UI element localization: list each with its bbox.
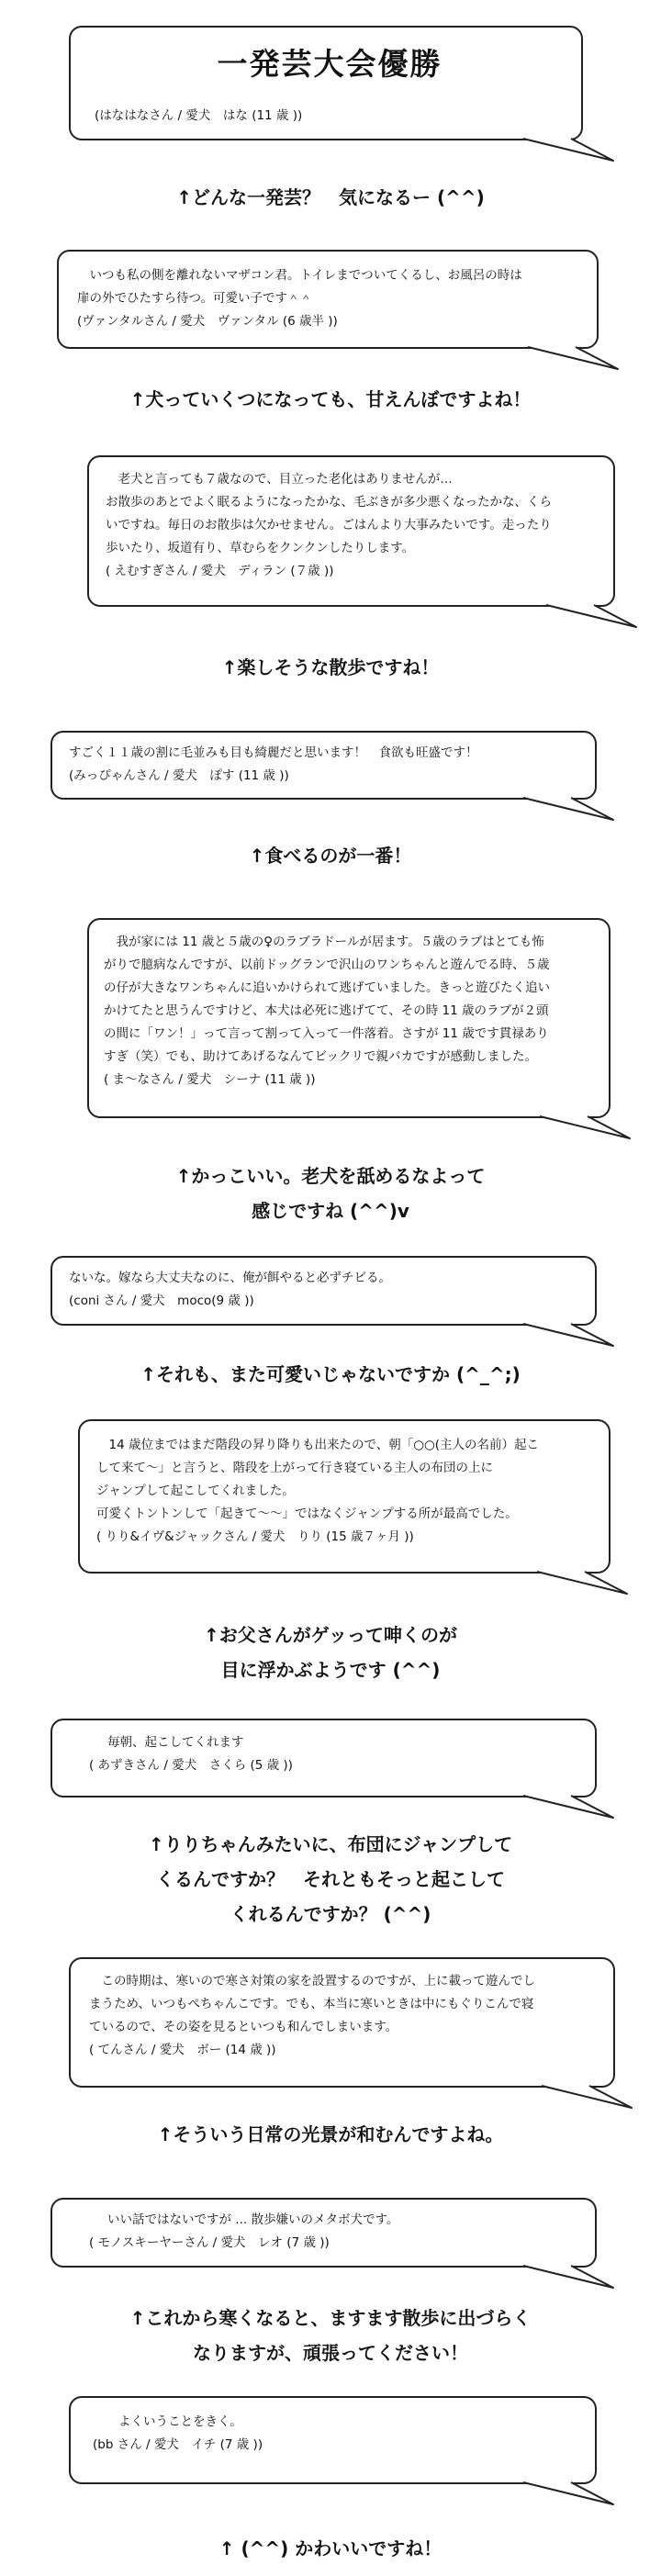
bubble-tail bbox=[514, 137, 624, 164]
bubble-tail bbox=[531, 1114, 641, 1142]
bubble-tail bbox=[537, 603, 647, 631]
comment-bubble-4 bbox=[50, 731, 597, 800]
bubble-tail bbox=[519, 345, 629, 373]
comment-author: ( ま～なさん / 愛犬 シーナ (11 歳 )) bbox=[104, 1072, 316, 1087]
reply-text: ↑これから寒くなると、ますます散歩に出づらく なりますが、頑張ってください！ bbox=[129, 2307, 532, 2364]
reply-text: ↑りりちゃんみたいに、布団にジャンプして くるんですか？ それともそっと起こして くれるんですか？ (^^) bbox=[148, 1833, 513, 1925]
bubble-tail bbox=[532, 2084, 643, 2111]
bubble-tail bbox=[514, 1322, 624, 1350]
bubble-tail bbox=[514, 2264, 624, 2291]
comment-author: ( えむすぎさん / 愛犬 ディラン (７歳 )) bbox=[106, 564, 334, 578]
comment-bubble-9 bbox=[69, 1957, 615, 2088]
comment-bubble-6 bbox=[50, 1256, 597, 1326]
comment-text: いつも私の側を離れないマザコン君。トイレまでついてくるし、お風呂の時は 扉の外でひたすら待つ。可愛い子です＾＾ bbox=[77, 268, 522, 306]
comment-bubble-3 bbox=[87, 455, 615, 607]
comment-author: (みっぴゃんさん / 愛犬 ぽす (11 歳 )) bbox=[69, 768, 289, 783]
comment-text: この時期は、寒いので寒さ対策の家を設置するのですが、上に載って遊んでし まうため、いつもぺちゃんこです。でも、本当に寒いときは中にもぐりこんで寝 ているので、その姿を見るといつも和んでしまいます。 bbox=[89, 1974, 535, 2034]
comment-text: 我が家には 11 歳と５歳の♀のラブラドールが居ます。５歳のラブはとても怖 がりで臆病なんですが、以前ドッグランで沢山のワンちゃんと遊んでる時、５歳 の仔が大きなワンちゃんに追いかけられて逃げていました。きっと遊びたく追い かけてたと思うんですけど、本犬は必死に逃げてて、その時 11 歳のラブが２頭 の間に「ワン！」って言って割って入って一件落着。さすが 11 歳です貫禄あり すぎ（笑）でも、助けてあげるなんてビックリで親バカですが感動しました。 bbox=[104, 935, 550, 1064]
comment-text: 老犬と言っても７歳なので、目立った老化はありませんが… お散歩のあとでよく眠るようになったかな、毛ぶきが多少悪くなったかな、くら いですね。毎日のお散歩は欠かせません。ごはんより大事みたいです。走ったり 歩いたり、坂道有り、草むらをクンクンしたりします。 bbox=[106, 472, 552, 555]
comment-text: すごく１１歳の割に毛並みも目も綺麗だと思います！ 食欲も旺盛です！ bbox=[69, 745, 478, 760]
bubble-tail bbox=[514, 2481, 624, 2508]
comment-author: (はなはなさん / 愛犬 はな (11 歳 )) bbox=[95, 108, 303, 123]
comment-author: ( りり&イヴ&ジャックさん / 愛犬 りり (15 歳７ヶ月 )) bbox=[96, 1529, 414, 1544]
comment-author: (coni さん / 愛犬 moco(9 歳 )) bbox=[69, 1294, 254, 1308]
comment-text: 14 歳位まではまだ階段の昇り降りも出来たので、朝「○○(主人の名前）起こ して来て～」と言うと、階段を上がって行き寝ている主人の布団の上に ジャンプして起こしてくれました。 可愛くトントンして「起きて～～」ではなくジャンプする所が最高でした。 bbox=[96, 1438, 540, 1521]
reply-text: ↑そういう日常の光景が和むんですよね。 bbox=[157, 2123, 504, 2145]
comment-text: いい話ではないですが ... 散歩嫌いのメタボ犬です。 bbox=[107, 2212, 399, 2227]
comment-bubble-11 bbox=[69, 2396, 597, 2484]
comment-author: ( てんさん / 愛犬 ボー (14 歳 )) bbox=[89, 2043, 276, 2057]
reply-text: ↑それも、また可愛いじゃないですか (^_^;) bbox=[140, 1363, 521, 1385]
bubble-tail bbox=[528, 1570, 638, 1597]
reply-text: ↑ (^^) かわいいですね！ bbox=[218, 2537, 443, 2559]
comment-text: 毎朝、起こしてくれます bbox=[107, 1735, 244, 1750]
comment-text: ないな。嫁なら大丈夫なのに、俺が餌やると必ずチビる。 bbox=[69, 1271, 391, 1285]
reply-text: ↑どんな一発芸？ 気になるー (^^) bbox=[176, 186, 485, 208]
comment-bubble-7 bbox=[78, 1419, 611, 1574]
comment-author: (ヴァンタルさん / 愛犬 ヴァンタル (6 歳半 )) bbox=[77, 314, 338, 329]
reply-text: ↑犬っていくつになっても、甘えんぼですよね！ bbox=[129, 388, 532, 410]
reply-text: ↑お父さんがゲッって呻くのが 目に浮かぶようです (^^) bbox=[204, 1624, 457, 1681]
comment-bubble-1 bbox=[69, 26, 583, 140]
comment-author: ( モノスキーヤーさん / 愛犬 レオ (7 歳 )) bbox=[89, 2235, 330, 2250]
page-title: 一発芸大会優勝 bbox=[217, 46, 443, 82]
comment-author: ( あずきさん / 愛犬 さくら (5 歳 )) bbox=[89, 1758, 293, 1773]
comment-bubble-10 bbox=[50, 2198, 597, 2268]
reply-text: ↑かっこいい。老犬を舐めるなよって 感じですね (^^)v bbox=[175, 1165, 486, 1222]
comment-author: (bb さん / 愛犬 イチ (7 歳 )) bbox=[93, 2437, 263, 2452]
reply-text: ↑食べるのが一番！ bbox=[249, 845, 412, 867]
comment-text: よくいうことをきく。 bbox=[118, 2414, 242, 2429]
comment-bubble-8 bbox=[50, 1719, 597, 1798]
comment-bubble-2 bbox=[57, 250, 599, 349]
bubble-tail bbox=[514, 796, 624, 823]
comment-bubble-5 bbox=[87, 918, 611, 1118]
bubble-tail bbox=[514, 1794, 624, 1821]
reply-text: ↑楽しそうな散歩ですね！ bbox=[221, 656, 440, 678]
